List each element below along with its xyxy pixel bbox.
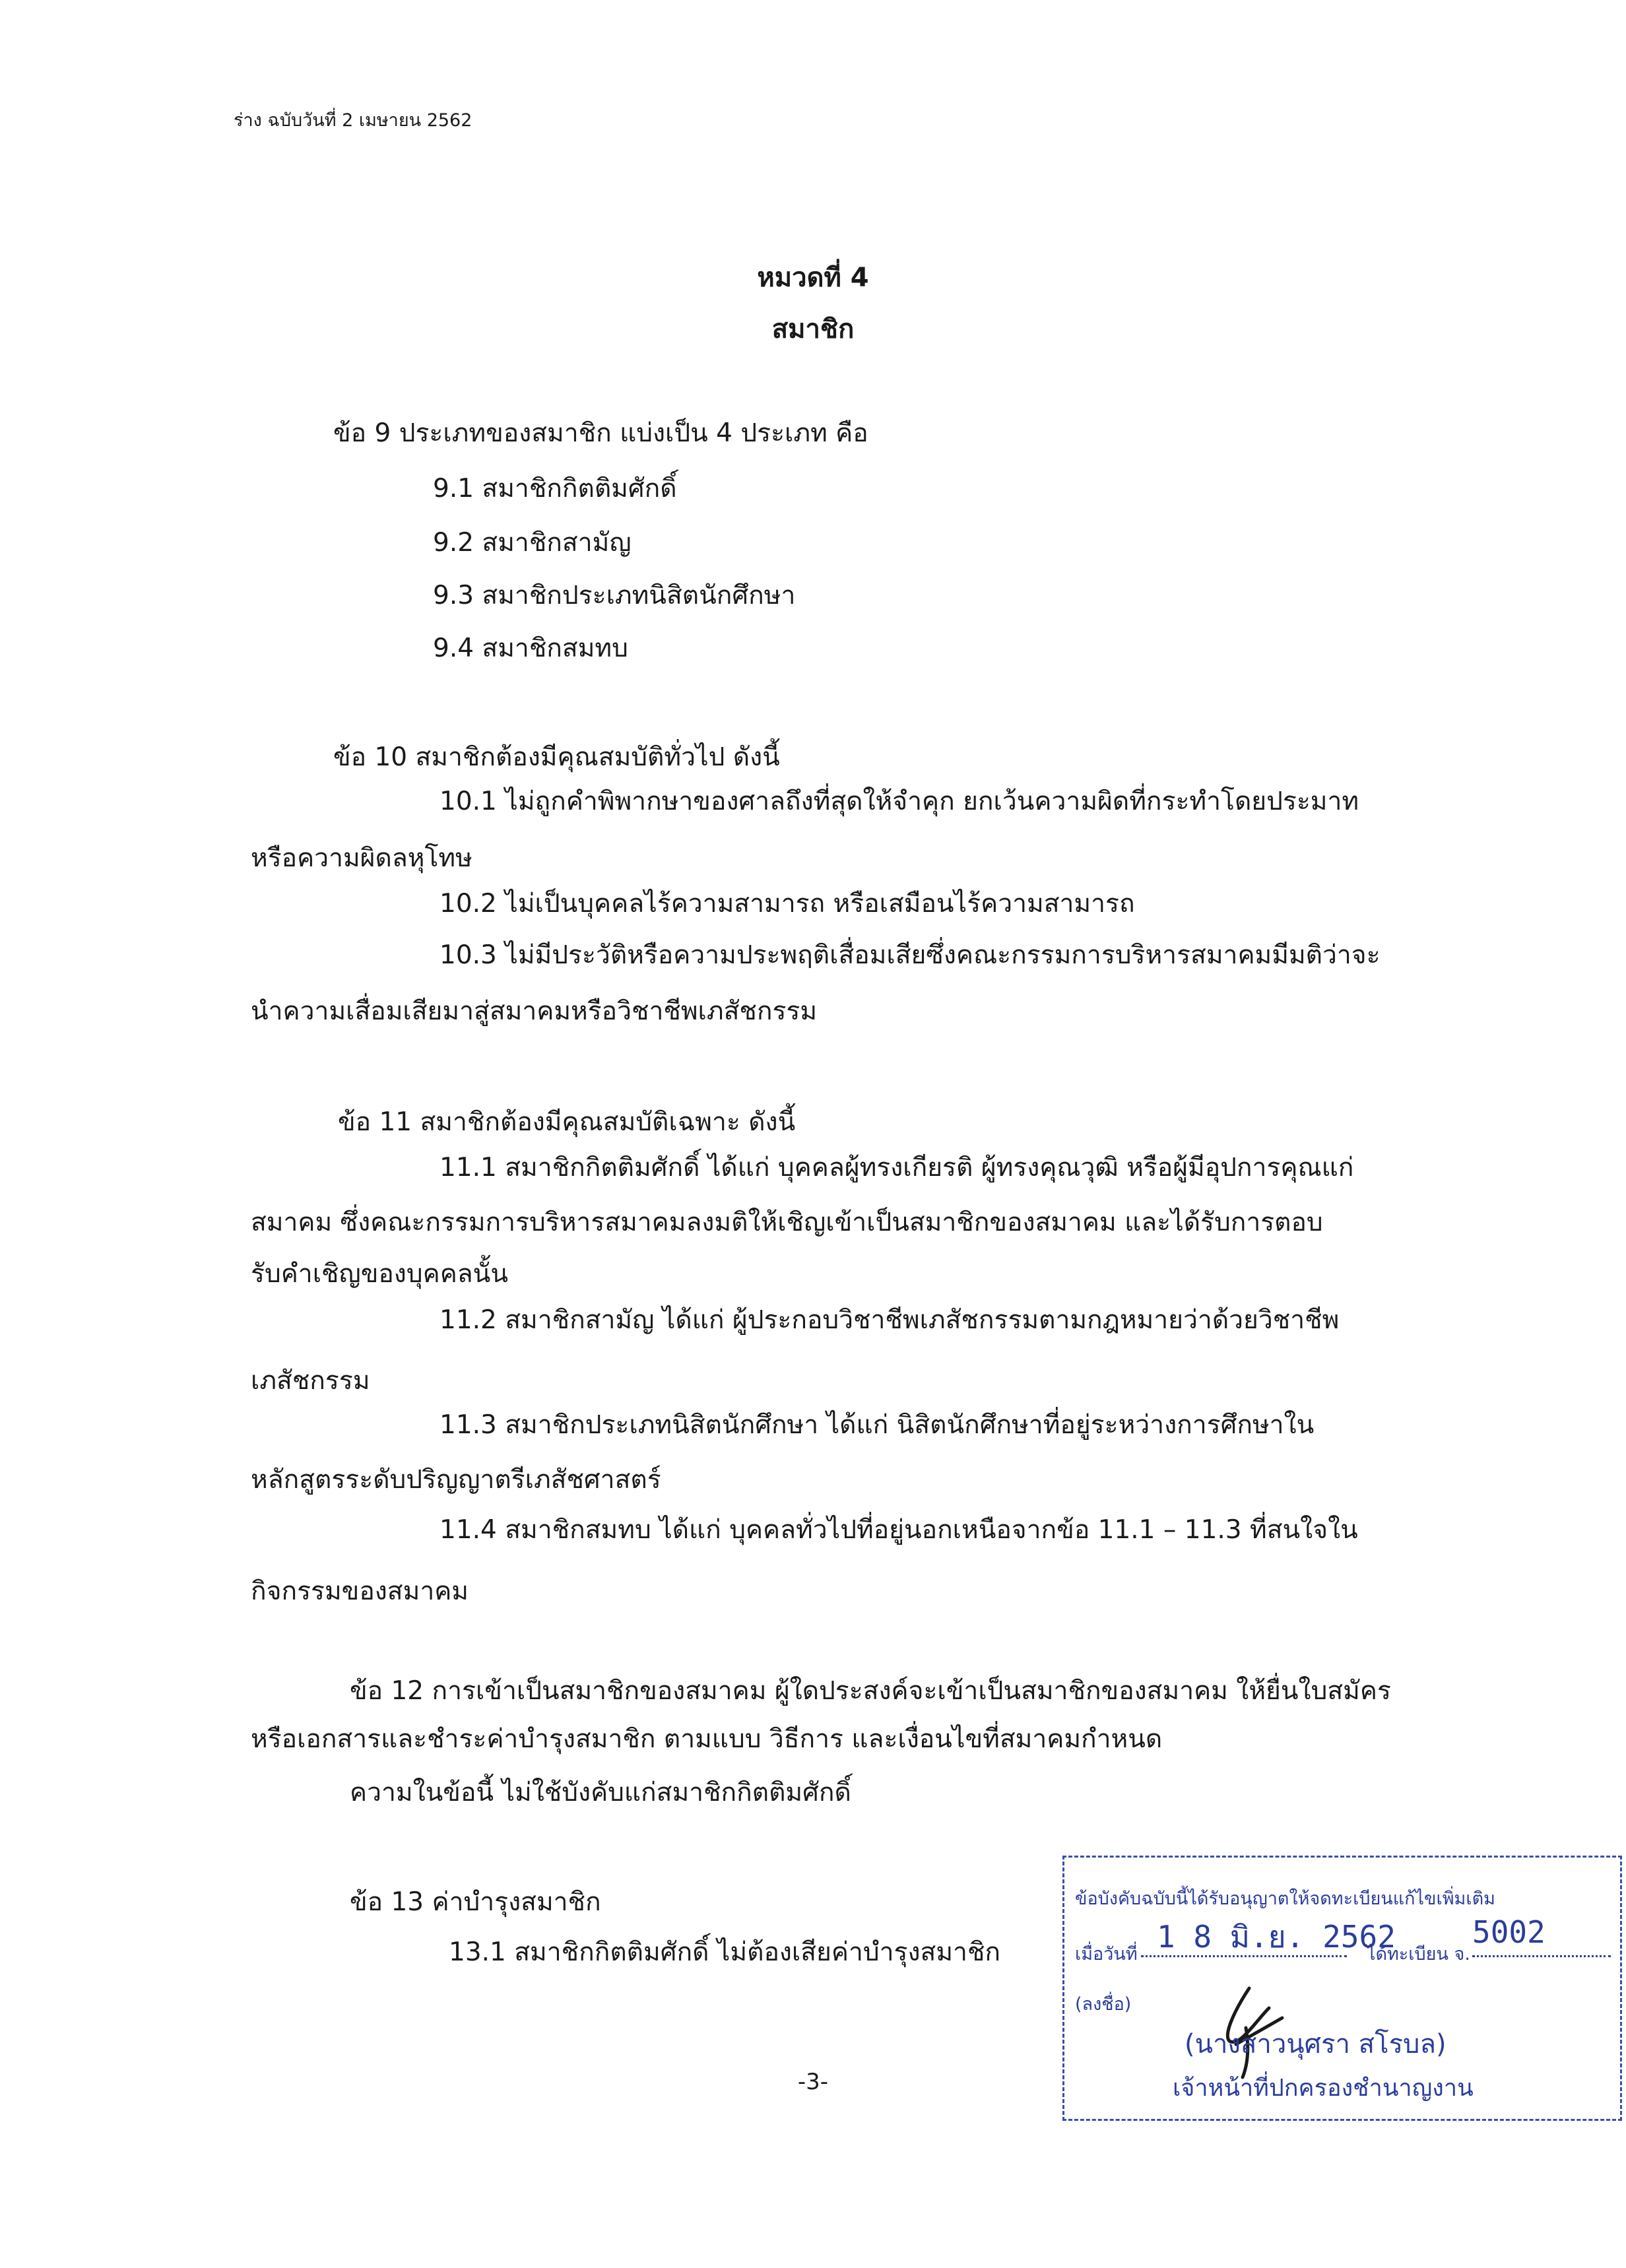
stamp-reg-dots (1472, 1955, 1611, 1957)
clause-10-3-cont: นำความเสื่อมเสียมาสู่สมาคมหรือวิชาชีพเภสัชกรรม (251, 996, 818, 1026)
stamp-date: 1 8 มิ.ย. 2562 (1157, 1919, 1396, 1955)
clause-11-3: 11.3 สมาชิกประเภทนิสิตนักศึกษา ได้แก่ นิสิตนักศึกษาที่อยู่ระหว่างการศึกษาใน (439, 1410, 1315, 1440)
page-number: -3- (797, 2069, 829, 2095)
stamp-date-prefix: เมื่อวันที่ (1075, 1944, 1138, 1964)
clause-11-1-cont1: สมาคม ซึ่งคณะกรรมการบริหารสมาคมลงมติให้เชิญเข้าเป็นสมาชิกของสมาคม และได้รับการตอบ (251, 1208, 1323, 1237)
clause-10-3: 10.3 ไม่มีประวัติหรือความประพฤติเสื่อมเสียซึ่งคณะกรรมการบริหารสมาคมมีมติว่าจะ (439, 940, 1381, 970)
stamp-date-dots (1141, 1955, 1347, 1957)
clause-9-2: 9.2 สมาชิกสามัญ (433, 528, 632, 558)
clause-11-4-cont: กิจกรรมของสมาคม (251, 1576, 469, 1606)
stamp-official-name: (นางสาวนุศรา สโรบล) (1185, 2029, 1447, 2059)
clause-11-1: 11.1 สมาชิกกิตติมศักดิ์ ได้แก่ บุคคลผู้ทรงเกียรติ ผู้ทรงคุณวุฒิ หรือผู้มีอุปการคุณแก่ (439, 1153, 1354, 1183)
clause-10-1-cont: หรือความผิดลหุโทษ (251, 843, 472, 873)
stamp-official-position: เจ้าหน้าที่ปกครองชำนาญงาน (1173, 2075, 1474, 2102)
clause-9-heading: ข้อ 9 ประเภทของสมาชิก แบ่งเป็น 4 ประเภท คือ (333, 418, 868, 448)
clause-10-heading: ข้อ 10 สมาชิกต้องมีคุณสมบัติทั่วไป ดังนี้ (333, 742, 780, 772)
stamp-signed-label: (ลงชื่อ) (1075, 1994, 1132, 2015)
clause-12: ข้อ 12 การเข้าเป็นสมาชิกของสมาคม ผู้ใดประสงค์จะเข้าเป็นสมาชิกของสมาคม ให้ยื่นใบสมัคร (350, 1676, 1391, 1706)
clause-9-4: 9.4 สมาชิกสมทบ (433, 633, 628, 663)
clause-13-heading: ข้อ 13 ค่าบำรุงสมาชิก (350, 1887, 601, 1917)
clause-11-heading: ข้อ 11 สมาชิกต้องมีคุณสมบัติเฉพาะ ดังนี้ (338, 1107, 796, 1137)
clause-9-3: 9.3 สมาชิกประเภทนิสิตนักศึกษา (433, 581, 796, 610)
clause-10-1: 10.1 ไม่ถูกคำพิพากษาของศาลถึงที่สุดให้จำคุก ยกเว้นความผิดที่กระทำโดยประมาท (439, 787, 1359, 816)
stamp-reg-label: ได้ทะเบียน จ. (1366, 1944, 1470, 1964)
clause-11-2-cont: เภสัชกรรม (251, 1366, 370, 1396)
clause-11-4: 11.4 สมาชิกสมทบ ได้แก่ บุคคลทั่วไปที่อยู่นอกเหนือจากข้อ 11.1 – 11.3 ที่สนใจใน (439, 1515, 1358, 1545)
clause-12-note: ความในข้อนี้ ไม่ใช้บังคับแก่สมาชิกกิตติมศักดิ์ (350, 1778, 851, 1807)
clause-11-2: 11.2 สมาชิกสามัญ ได้แก่ ผู้ประกอบวิชาชีพเภสัชกรรมตามกฎหมายว่าด้วยวิชาชีพ (439, 1305, 1340, 1335)
registration-stamp (1062, 1856, 1622, 2121)
clause-11-1-cont2: รับคำเชิญของบุคคลนั้น (251, 1259, 508, 1289)
chapter-title: สมาชิก (771, 314, 855, 344)
clause-10-2: 10.2 ไม่เป็นบุคคลไร้ความสามารถ หรือเสมือนไร้ความสามารถ (439, 889, 1135, 919)
clause-12-cont: หรือเอกสารและชำระค่าบำรุงสมาชิก ตามแบบ วิธีการ และเงื่อนไขที่สมาคมกำหนด (251, 1724, 1163, 1754)
clause-9-1: 9.1 สมาชิกกิตติมศักดิ์ (433, 474, 677, 503)
stamp-date-label (1075, 1939, 1470, 1968)
stamp-reg-number: 5002 (1472, 1914, 1545, 1950)
clause-13-1: 13.1 สมาชิกกิตติมศักดิ์ ไม่ต้องเสียค่าบำรุงสมาชิก (449, 1937, 1001, 1967)
chapter-number: หมวดที่ 4 (757, 263, 869, 293)
stamp-approval-text: ข้อบังคับฉบับนี้ได้รับอนุญาตให้จดทะเบียนแก้ไขเพิ่มเติม (1075, 1889, 1495, 1909)
draft-note: ร่าง ฉบับวันที่ 2 เมษายน 2562 (234, 110, 472, 131)
clause-11-3-cont: หลักสูตรระดับปริญญาตรีเภสัชศาสตร์ (251, 1465, 661, 1495)
